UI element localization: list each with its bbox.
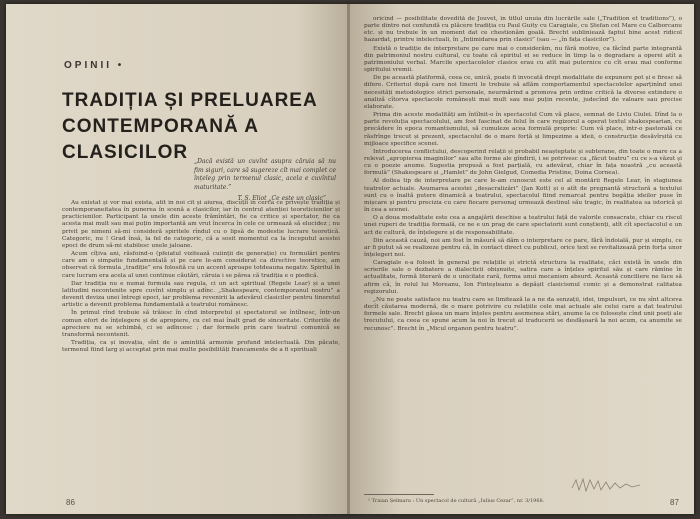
pencil-doodle-icon [570,474,650,496]
paragraph: O a doua modalitate este cea a angajării deschise a teatrului față de valorile consacrate, chiar cu riscul unei ruperi de tradiția formală, ce ne e un prag de care spectatorii sunt conștienți, atît cît spectacolul e un act de cultură, de înțelegere și de responsabilitate. [364,215,682,236]
title-line-2: CONTEMPORANĂ A CLASICILOR [62,116,259,163]
page-number-right: 87 [670,498,679,507]
paragraph: Dar tradiția nu e numai formula sau regula, ci un act spiritual (Regele Lear) și a unei latitudini necontenite spre cuvînt simplu și adînc. „Shakespeare, contemporanul nostru” a devenit deviza unei întregi epoci, iar problema revenirii la adevărul clasicilor pentru tineretul artistic a devenit problema fundamentală a teatrului românesc. [62,280,340,309]
epigraph-quote: „Dacă există un cuvînt asupra căruia să nu fim siguri, care să sugereze cît mai complet ce înțeleg prin termenul clasic, acela e cuvîntul maturitate.” [194,158,336,191]
left-body-text [62,200,340,496]
paragraph: Au existat și vor mai exista, atît în noi cît și aiurea, discuții în cerca ce privește tradiția și contemporaneitatea în punerea în scenă a clasicilor, iar în centrul atenției teoreticienilor și practicienilor. Participant la unele din aceste frămîntări, fie ca critice și spectator, fie ca acesta mai mult sau mai puțin importantă am vrut încerca în cele ce urmează să elucidez ; nu privit pe nimeni să-mi consideră spiritele rîndul cu o lipsă de modestie lucrare teoretică. Categoric, nu ! Grad însă, la fel de categoric, că a sosit momentul ca la începutul acestei epoci de drum să-mi stabilesc unele jaloane. [62,200,340,249]
book-spread [6,4,694,514]
title-line-1: TRADIȚIA ȘI PRELUAREA [62,90,318,111]
right-page [350,4,694,514]
right-body-text [364,16,682,492]
paragraph: Introducerea conflictului, descoperind relații și probabil neașteptate și subterane, din toate o mare ca a relevat „apropierea imaginilor” sau alte forme ale gîndirii, i se potrivesc ca „făcut teatru” cu ce s-a văzut și cu o poezie anume. Sugestia propusă a fost parțială, cu adevărat, chiar în fața noastră „cu această formulă” (Shakespeare și „Hamlet” de John Gielgud, Comedia Pristine, Doina Cornea). [364,148,682,177]
paragraph: „Nu ne poate satisface nu teatru care se limitează la a ne da senzații, idei, impulsuri, ce nu sînt altceva decît căutarea modernă, de o mare potrivire cu relațiile cele mai actuale ale celui care a dat teatrului formele sale. Brecht găsea un mare înțeles pentru asemenea stări, anume la ce folosește cînd unii poeți ale trecutului, ca ceea ce spune acum la noi în trecut al traducerii se desfășoară la noi acum, ca anumite se recunosc”. Brecht în „Micul organon pentru teatru”. [364,296,682,332]
paragraph: Caragiale e-a folosit în general pe relațiile și strictă structura la realitate, căci există în unele din scrierile sale o dezbatere a dialecticii obișnuite, satira care a înțeles spiritul său și care rămîne în actualitate, formă literară de o unicitate rară, forma unui mecanism absurd. Această conciliere ne face să afirm că, în rolul lui Moreanu, Ion Finteșteanu a depășit clasicismul comic și a demonstrat calitatea regizorului. [364,260,682,295]
left-page [6,4,348,514]
paragraph: Există o tradiție de interpretare pe care mai o considerăm, nu fără motive, ca făcînd parte integrantă din patrimoniul nostru cultural, cu toate că spiritul ei se reduce în timp la o degradare a operei atît a patrimoniului verbal. Marcile spectacolelor clasice erau cu atît mai puternice cu cît erau mai conforme spiritului vremii. [364,45,682,74]
epigraph-author: T. S. Eliot „Ce este un clasic” [237,195,326,202]
footnote: ¹ Traian Șelmaru : Un spectacol de cultură „Iulius Cezar”, nr. 3/1968. [368,498,545,504]
section-label: OPINII • [64,60,125,71]
paragraph: Prima din aceste modalități am întîlnit-o în spectacolul Cum vă place, semnat de Liviu Ciulei. Dînd la o parte revoluția spectacolului, am fost fascinat de felul în care regizorul a operat textul shakespearian, cu precădere în epoca romantismului, să cumuleze acea formulă proprie: Cum vă place, intr-o pastorală ce răsfrînge trecut și prezent, spectacolul de o mare forță și limpezime a ideii, o construcție desăvîrșită cu mijloace specifice scenei. [364,112,682,147]
page-number-left: 86 [66,498,75,507]
paragraph: Din această cauză, noi am fost în măsură să dăm o interpretare ce pare, fără îndoială, pur și simplu, ce ar fi putut să se realizeze pentru că, în contact direct cu publicul, orice text se revitalizează prin forța unor înțelegeri noi. [364,237,682,258]
article-title [62,88,342,166]
epigraph [194,158,336,204]
paragraph: De pe această platformă, ceea ce, unică, poate fi invocată drept modalitate de expunere pot și e firesc să difere. Criteriul după care noi tinerii le trebuie să aflăm comportamentul spectacolelor aparținînd unei necesități metodologice strict personale, neurmărind a promova prin ordine critică la diverse extindere o analiză cîtorva spectacole românești mai mult sau mai puțin recente, judecînd de valoare sau precise elaborate. [364,75,682,110]
paragraph: Tradiția, ca și inovația, sînt de o amintită armonie profund intelectuală. Din păcate, termenul fiind larg și acceptat prin mai multe posibilități francamente de a fi spirituali [62,339,340,354]
paragraph: Al doilea tip de interpretare pe care le-am cunoscut este cel al montării Regele Lear, în stagiunea teatrelor actuale. Asumarea acestei „desacralizări” (Jan Kott) și o atît de pregnantă structură a textului sunt cu o înaltă putere dinamică a teatrului, spectacolul fiind remarcat pentru bogăția ideilor puse în mișcare și pentru precizia cu care fiecare personaj urmează destinul său tragic, în realitatea sa istorică și în cea a scenei. [364,178,682,214]
paragraph: În primul rînd trebuie să trăiesc în cînd interpretul și spectatorul se întîlnesc, într-un comun efort de înțelegere și de apropiere, cu cel mai înalt grad de sinceritate. Criteriile de apreciere nu se schimbă, ci se adîncesc ; dar formele prin care teatrul comunică se transformă necontenit. [62,310,340,338]
paragraph: Acum cîțiva ani, răsfoind-o (pfeiatul vizitează cuiinții de generație) cu formulări pentru care am o simpatie fundamentală și pe care le-am considerat ca directive teoretice, am observat că formula „tradiție” era folosită cu un accent aproape totdeauna negativ. Spiritul în care lucram era acela al unei continue căutări, căruia i se părea că tradiția e o piedică. [62,251,340,279]
footnote-rule [364,494,434,495]
paragraph: oricînd — posibilitate dovedită de Jouvet, în titlul unuia din lucrările sale („Tradition et traditions”), o parte dintre noi confundă cu plăcere tradiția cu Paul Guity cu Caragiale, cu Ștefan cel Mare cu Calborcanu etc. și nu trebuie în un moment dat ce chestionăm goală. Brecht subliniează faptul bine acest ridicol hazardat, printre intelectuali, în „Intimidarea prin clasici” (sau — „în fața clasicilor”). [364,16,682,44]
